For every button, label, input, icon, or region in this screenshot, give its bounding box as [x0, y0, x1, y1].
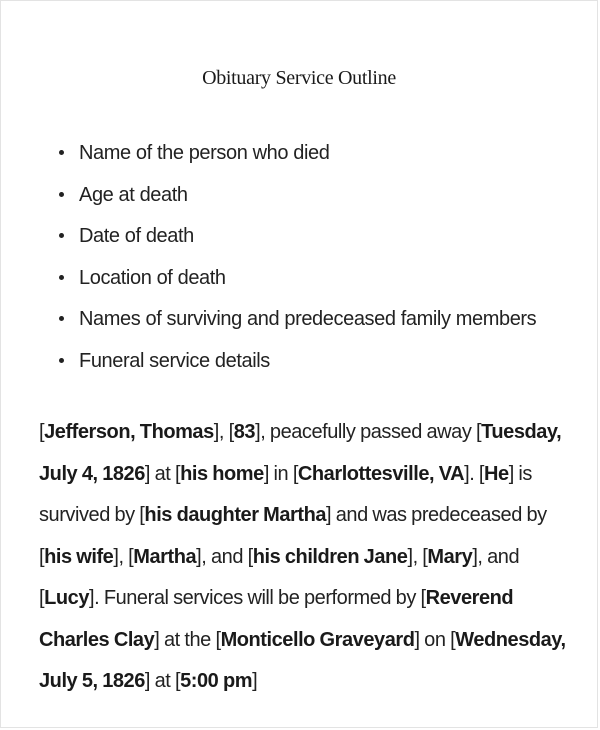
filled-field: Lucy: [44, 587, 89, 609]
filled-field: He: [484, 462, 509, 485]
bullet-icon: [59, 275, 64, 280]
bullet-icon: [59, 358, 64, 363]
paragraph-text: ], [: [113, 545, 134, 568]
outline-item-text: Location of death: [79, 266, 226, 289]
outline-item: [55, 221, 536, 263]
paragraph-text: ]: [252, 670, 258, 692]
outline-item: [55, 263, 536, 305]
paragraph-text: ], [: [407, 545, 428, 568]
outline-item: [55, 304, 536, 346]
paragraph-text: [: [39, 421, 45, 443]
paragraph-text: ] at [: [144, 670, 181, 692]
paragraph-text: ], peacefully passed away [: [255, 421, 482, 443]
outline-item: [55, 138, 536, 180]
bullet-icon: [59, 150, 64, 155]
bullet-icon: [59, 192, 64, 197]
outline-list: [55, 138, 536, 387]
bullet-icon: [59, 233, 64, 238]
paragraph-text: ] and was predeceased by [: [39, 504, 547, 568]
filled-field: Mary: [427, 545, 473, 568]
outline-item-text: Names of surviving and predeceased family members: [79, 308, 537, 330]
outline-item-text: Date of death: [79, 225, 194, 247]
filled-field: Wednesday, July 5, 1826: [39, 628, 566, 692]
document-title: Obituary Service Outline: [202, 67, 396, 89]
filled-field: Monticello Graveyard: [220, 628, 415, 651]
filled-field: his daughter Martha: [144, 504, 327, 526]
paragraph-text: ] is survived by [: [39, 462, 532, 526]
filled-field: his children Jane: [252, 545, 408, 568]
obituary-paragraph: [39, 412, 579, 703]
outline-item-text: Name of the person who died: [79, 142, 330, 164]
filled-field: 83: [233, 421, 256, 443]
filled-field: his wife: [44, 545, 114, 568]
filled-field: his home: [180, 462, 264, 485]
paragraph-text: ] at the [: [154, 628, 221, 651]
outline-item-text: Funeral service details: [79, 349, 270, 372]
filled-field: Martha: [133, 545, 197, 568]
outline-item: [55, 346, 536, 388]
paragraph-text: ], [: [213, 421, 234, 443]
filled-field: 5:00 pm: [180, 670, 253, 692]
filled-field: Reverend Charles Clay: [39, 587, 514, 651]
paragraph-text: ]. Funeral services will be performed by [: [89, 587, 426, 609]
outline-item: [55, 180, 536, 222]
filled-field: Charlottesville, VA: [297, 462, 465, 485]
paragraph-text: ], and [: [39, 545, 520, 609]
bullet-icon: [59, 316, 64, 321]
paragraph-text: ] in [: [263, 462, 298, 485]
paragraph-text: ]. [: [464, 462, 485, 485]
paragraph-text: ] on [: [414, 628, 456, 651]
filled-field: Jefferson, Thomas: [44, 421, 214, 443]
outline-item-text: Age at death: [79, 183, 188, 206]
paragraph-text: ] at [: [144, 462, 181, 485]
filled-field: Tuesday, July 4, 1826: [39, 421, 562, 485]
paragraph-text: ], and [: [196, 545, 253, 568]
